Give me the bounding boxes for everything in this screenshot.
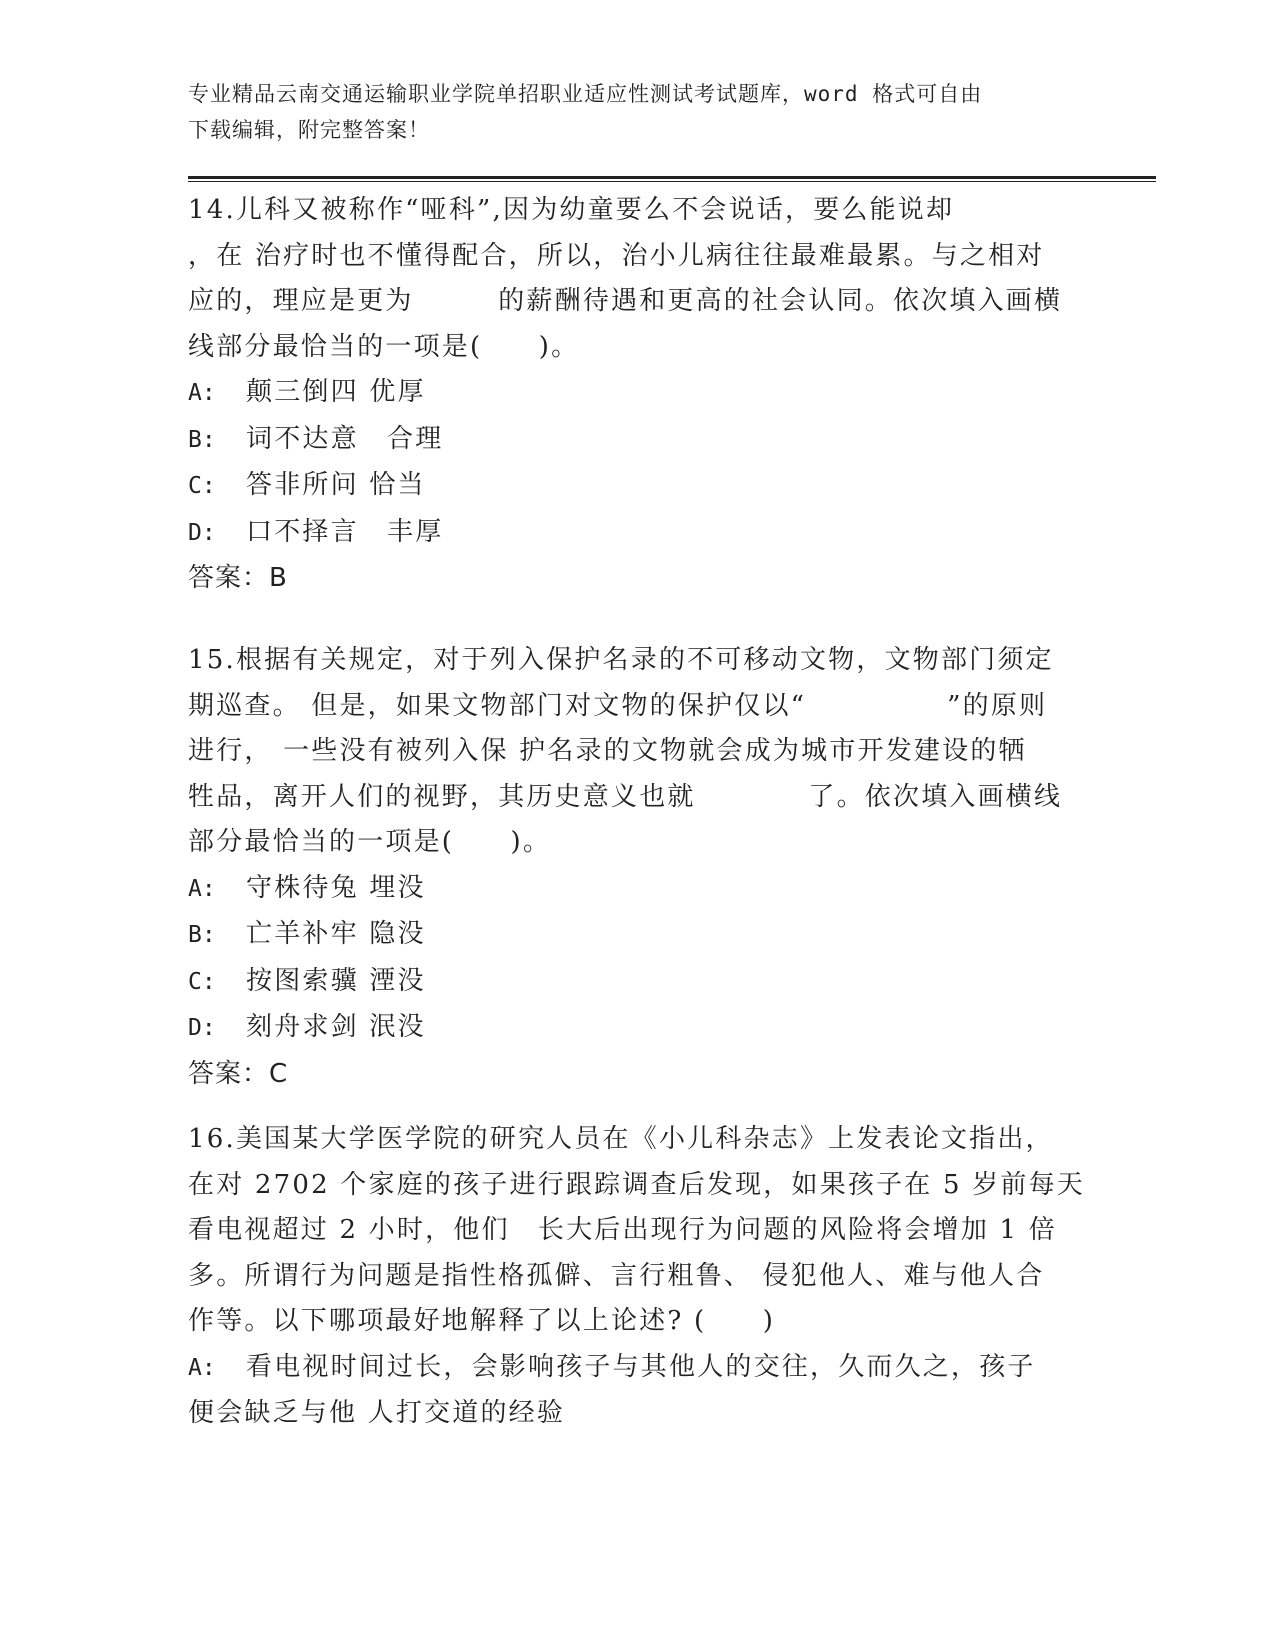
option-key: D: (188, 519, 216, 546)
option-key: A: (188, 380, 216, 406)
option-d (188, 1005, 1088, 1052)
stem-line: 15.根据有关规定，对于列入保护名录的不可移动文物，文物部门须定 (188, 645, 1054, 675)
option-c (188, 463, 1088, 510)
question-stem (188, 1117, 1088, 1345)
answer-line: 答案：B (188, 563, 288, 593)
question-15 (188, 638, 1088, 1097)
option-text: 口不择言 丰厚 (246, 516, 444, 547)
option-text: 刻舟求剑 泯没 (246, 1012, 426, 1042)
stem-line: 期巡查。 但是，如果文物部门对文物的保护仅以“ ”的原则 (188, 690, 1048, 721)
option-a (188, 1345, 1088, 1392)
option-text: 守株待兔 埋没 (246, 872, 426, 903)
header-line-1: 专业精品云南交通运输职业学院单招职业适应性测试考试题库，word 格式可自由 (188, 82, 983, 106)
option-c (188, 959, 1088, 1006)
option-key: B: (188, 922, 216, 948)
header-divider-thick (188, 176, 1156, 179)
stem-line: 多。所谓行为问题是指性格孤僻、言行粗鲁、 侵犯他人、难与他人合 (188, 1260, 1045, 1291)
stem-line: 14.儿科又被称作“哑科”,因为幼童要么不会说话，要么能说却 (188, 195, 955, 225)
document-header (188, 76, 1068, 148)
option-text: 颠三倒四 优厚 (246, 377, 426, 407)
option-d (188, 510, 1088, 557)
option-key: D: (188, 1015, 216, 1041)
option-text: 便会缺乏与他 人打交道的经验 (188, 1398, 566, 1428)
stem-line: 在对 2702 个家庭的孩子进行跟踪调查后发现，如果孩子在 5 岁前每天 (188, 1169, 1085, 1200)
option-key: C: (188, 968, 216, 995)
stem-line: 线部分最恰当的一项是( )。 (188, 331, 580, 362)
stem-line: ，在 治疗时也不懂得配合，所以，治小儿病往往最难最累。与之相对 (188, 240, 1045, 271)
option-a (188, 866, 1088, 913)
option-text: 看电视时间过长，会影响孩子与其他人的交往，久而久之，孩子 (246, 1351, 1036, 1382)
question-16 (188, 1117, 1088, 1437)
option-key: B: (188, 426, 216, 453)
option-a (188, 370, 1088, 417)
stem-line: 看电视超过 2 小时，他们 长大后出现行为问题的风险将会增加 1 倍 (188, 1215, 1057, 1245)
option-key: A: (188, 875, 216, 902)
option-a-continuation (188, 1391, 1088, 1437)
question-14 (188, 188, 1088, 602)
stem-line: 16.美国某大学医学院的研究人员在《小儿科杂志》上发表论文指出， (188, 1124, 1054, 1154)
option-key: C: (188, 473, 216, 499)
option-b (188, 912, 1088, 959)
option-text: 按图索骥 湮没 (246, 965, 426, 996)
option-text: 答非所问 恰当 (246, 470, 426, 500)
stem-line: 作等。以下哪项最好地解释了以上论述? ( ) (188, 1306, 776, 1336)
option-key: A: (188, 1354, 216, 1381)
question-stem (188, 188, 1088, 370)
option-text: 亡羊补牢 隐没 (246, 919, 426, 949)
stem-line: 应的，理应是更为 的薪酬待遇和更高的社会认同。依次填入画横 (188, 286, 1063, 316)
stem-line: 部分最恰当的一项是( )。 (188, 827, 552, 857)
question-stem (188, 638, 1088, 866)
header-line-2: 下载编辑，附完整答案！ (188, 118, 430, 142)
header-divider-thin (188, 181, 1156, 182)
answer-line: 答案：C (188, 1058, 289, 1089)
option-text: 词不达意 合理 (246, 423, 444, 454)
option-b (188, 417, 1088, 464)
stem-line: 牲品，离开人们的视野，其历史意义也就 了。依次填入画横线 (188, 781, 1063, 812)
stem-line: 进行， 一些没有被列入保 护名录的文物就会成为城市开发建设的牺 (188, 736, 1027, 766)
